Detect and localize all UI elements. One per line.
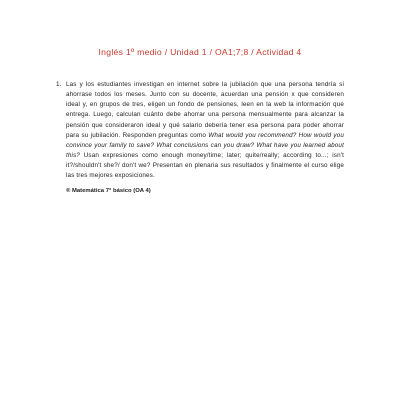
page-header: Inglés 1º medio / Unidad 1 / OA1;7;8 / Actividad 4 (98, 47, 302, 57)
cross-reference: ® Matemática 7° básico (OA 4) (66, 187, 151, 194)
activity-text-questions: What would you recommend? How would you convince your family to save? What conclusions can you draw? What have you learned about this? (66, 131, 344, 160)
activity-item (56, 80, 344, 196)
activity-description (66, 80, 344, 182)
activity-number: 1. (56, 81, 62, 88)
activity-text-part-3: Usan expresiones como enough money/time; later; quite/really; according to...; isn't it?/shouldn't she?/ don't we? Presentan en plenaria sus resultados y finalmente el curso elige las tres mejores exposiciones. (66, 152, 344, 180)
activity-row (56, 80, 344, 182)
activity-text-part-1: Las y los estudiantes investigan en internet sobre la jubilación que una persona tendría si ahorrase todos los meses. Junto con su docente, acuerdan una pensión x que consideren ideal y, en grupos de tres, eligen un fondo de pensiones, leen en la web la información que entrega. Luego, calculan cuánto debe ahorrar una persona mensualmente para alcanzar la pensión que consideraron ideal y qué salario debería tener esa persona para poder ahorrar para su jubilación. Responden preguntas como (66, 81, 344, 139)
